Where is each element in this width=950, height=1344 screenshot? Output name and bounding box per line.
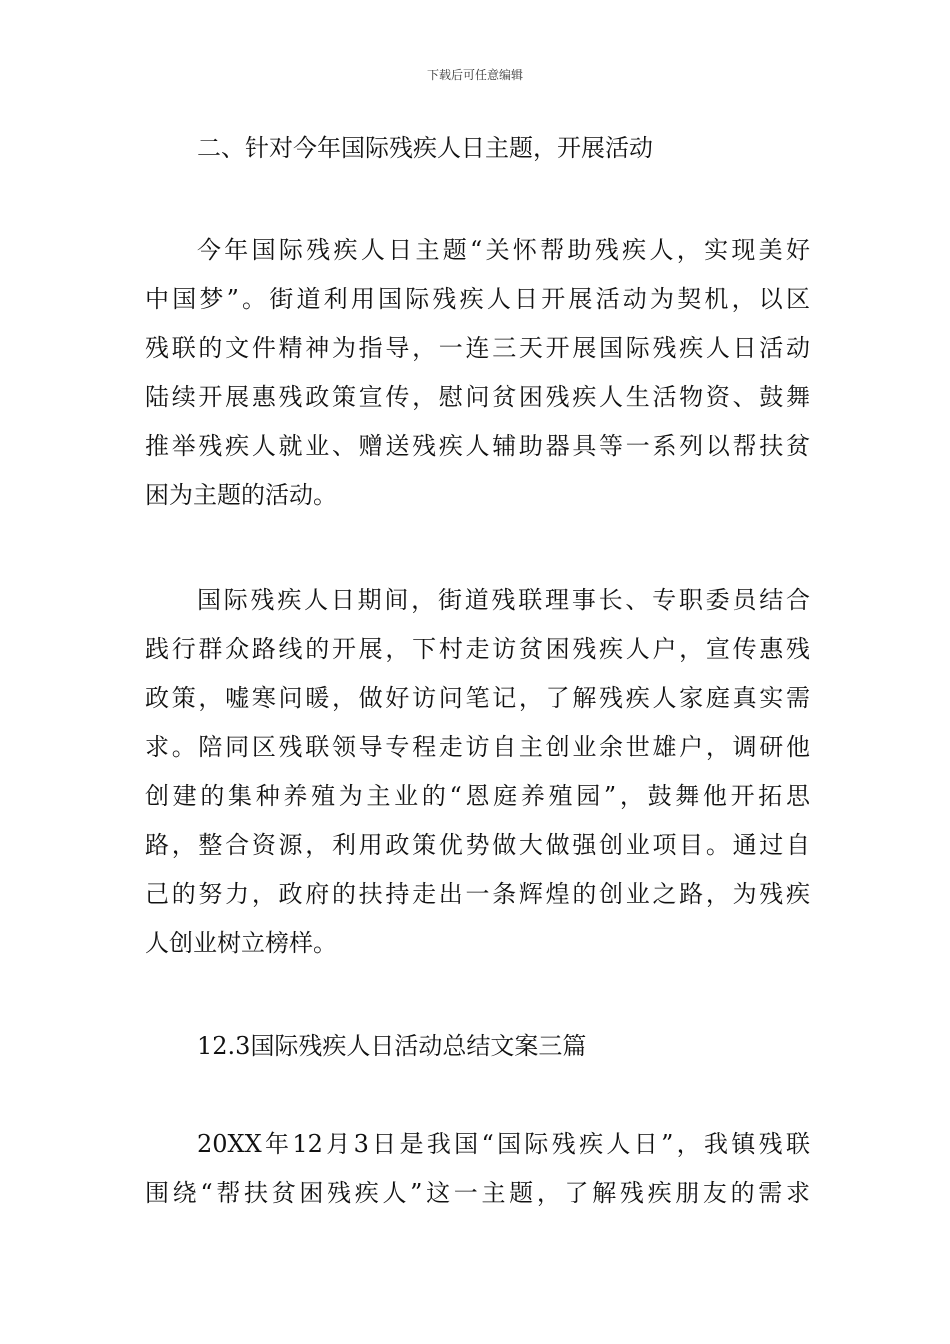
paragraph-line: 政策，嘘寒问暖，做好访问笔记，了解残疾人家庭真实需 [145, 684, 810, 712]
paragraph-1 [145, 226, 810, 520]
paragraph-line: 今年国际残疾人日主题“关怀帮助残疾人，实现美好 [197, 236, 810, 264]
paragraph-3 [145, 1120, 810, 1218]
paragraph-line: 践行群众路线的开展，下村走访贫困残疾人户，宣传惠残 [145, 635, 810, 663]
section-heading: 二、针对今年国际残疾人日主题，开展活动 [197, 134, 653, 162]
paragraph-line: 己的努力，政府的扶持走出一条辉煌的创业之路，为残疾 [145, 880, 810, 908]
paragraph-line: 中国梦”。街道利用国际残疾人日开展活动为契机，以区 [145, 285, 810, 313]
article-title: 12.3国际残疾人日活动总结文案三篇 [197, 1032, 587, 1060]
paragraph-line: 困为主题的活动。 [145, 481, 337, 509]
paragraph-line: 人创业树立榜样。 [145, 929, 337, 957]
paragraph-line: 围绕“帮扶贫困残疾人”这一主题，了解残疾朋友的需求 [145, 1179, 810, 1207]
paragraph-line: 推举残疾人就业、赠送残疾人辅助器具等一系列以帮扶贫 [145, 432, 810, 460]
paragraph-line: 求。陪同区残联领导专程走访自主创业余世雄户，调研他 [145, 733, 810, 761]
paragraph-line: 残联的文件精神为指导，一连三天开展国际残疾人日活动 [145, 334, 810, 362]
paragraph-line: 陆续开展惠残政策宣传，慰问贫困残疾人生活物资、鼓舞 [145, 383, 810, 411]
header-note: 下载后可任意编辑 [426, 68, 523, 82]
paragraph-2 [145, 576, 810, 968]
paragraph-line: 路，整合资源，利用政策优势做大做强创业项目。通过自 [145, 831, 810, 859]
paragraph-line: 20XX年12月3日是我国“国际残疾人日”，我镇残联 [197, 1130, 810, 1158]
paragraph-line: 创建的集种养殖为主业的“恩庭养殖园”，鼓舞他开拓思 [145, 782, 810, 810]
paragraph-line: 国际残疾人日期间，街道残联理事长、专职委员结合 [197, 586, 810, 614]
